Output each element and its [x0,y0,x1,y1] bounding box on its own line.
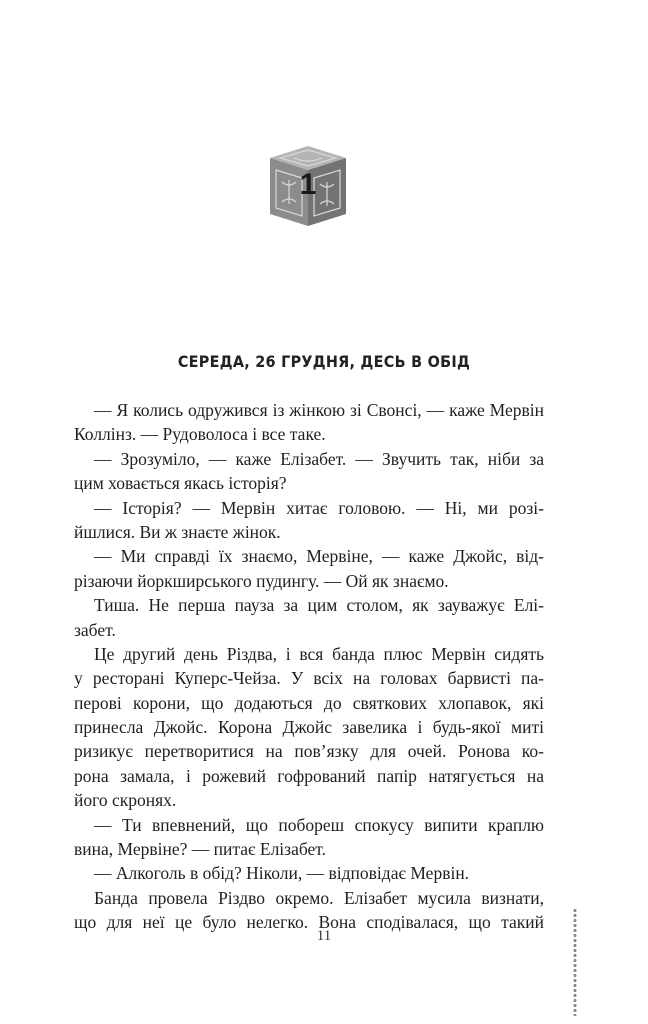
text-line: рона замала, і рожевий гофрований папір натягується на [74,765,544,786]
page-number: 11 [316,928,332,944]
text-line: — Зрозуміло, — каже Елізабет. — Звучить так, ніби за [94,448,544,469]
text-line: принесла Джойс. Корона Джойс завелика і будь-якої миті [74,717,544,738]
body-text [74,398,544,935]
text-line: що для неї це було нелегко. Вона сподівалася, що такий [74,912,544,933]
text-line: — Алкоголь в обід? Ніколи, — відповідає Мервін. [94,863,470,884]
text-line: цим ховається якась історія? [74,473,287,494]
text-line: перові корони, що додаються до святкових хлопавок, які [74,692,544,713]
dotted-margin-marker [573,908,577,1016]
text-line: — Я колись одружився із жінкою зі Свонсі, — каже Мервін [94,400,544,420]
chapter-heading: СЕРЕДА, 26 ГРУДНЯ, ДЕСЬ В ОБІД [177,352,471,371]
text-line: у ресторані Куперс-Чейза. У всіх на головах барвисті па- [74,668,544,689]
text-line: його скронях. [74,790,177,811]
text-line: Банда провела Різдво окремо. Елізабет мусила визнати, [94,887,544,908]
chapter-number: 1 [299,168,317,201]
text-line: різаючи йоркширського пудингу. — Ой як знаємо. [74,570,449,591]
text-line: Це другий день Різдва, і вся банда плюс Мервін сидять [94,643,544,664]
text-line: ризикує перетворитися на пов’язку для очей. Ронова ко- [74,741,544,762]
chapter-ornament [266,144,350,228]
text-line: Коллінз. — Рудоволоса і все таке. [74,424,326,445]
text-line: — Історія? — Мервін хитає головою. — Ні, ми розі- [94,497,544,518]
text-line: вина, Мервіне? — питає Елізабет. [74,839,326,860]
text-line: забет. [74,619,116,640]
text-line: Тиша. Не перша пауза за цим столом, як зауважує Елі- [94,595,544,616]
text-line: — Ми справді їх знаємо, Мервіне, — каже Джойс, від- [94,546,544,567]
text-line: — Ти впевнений, що побореш спокусу випити краплю [94,814,544,835]
text-line: йшлися. Ви ж знаєте жінок. [74,521,281,542]
